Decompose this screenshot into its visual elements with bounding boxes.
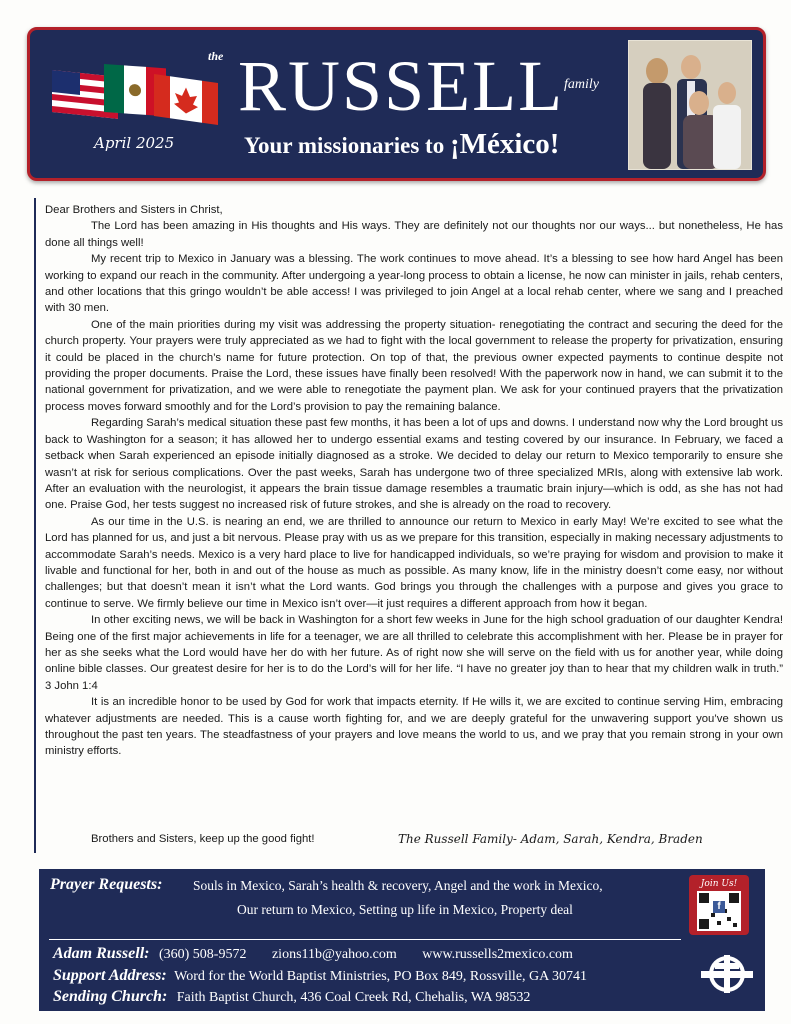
letter-signature: The Russell Family- Adam, Sarah, Kendra, Braden (398, 832, 703, 846)
letter-paragraph: It is an incredible honor to be used by God for work that impacts eternity. If He wills it, we are excited to continue serving Him, embracing whatever adjustments are needed. This is a cause worth fighting for, and we are deeply grateful for the unwavering support you’ve shown us throughout the past ten years. The steadfastness of your prayers and love means the world to us, and we pray that you remain strong in your own ministry efforts. (45, 696, 783, 758)
church-address: Faith Baptist Church, 436 Coal Creek Rd, Chehalis, WA 98532 (176, 990, 531, 1005)
join-us-qr[interactable] (689, 875, 749, 935)
contact-label: Adam Russell: (53, 945, 150, 962)
letter-paragraph: As our time in the U.S. is nearing an end, we are thrilled to announce our return to Mexico in early May! We’re excited to see what the Lord has planned for us, and just a bit nervous. Please pray with us as we prepare for this transition, especially in making necessary adjustments to accommodate Sarah’s needs. Mexico is a very hard place to live for handicapped individuals, so we’re praying for wisdom and provision to make it livable and functional for her, both in and out of the house as much as possible. As many know, life in the ministry doesn’t come easy, nor without challenges; but that doesn’t mean it isn’t what the Lord wants. God brings you through the challenges with a purpose and gives you grace to continue to serve. We firmly believe our time in Mexico isn’t over—it just requires a different approach from how it began. (45, 515, 783, 610)
support-row (53, 967, 587, 985)
contact-website[interactable]: www.russells2mexico.com (422, 947, 573, 962)
letter-greeting: Dear Brothers and Sisters in Christ, (45, 204, 223, 216)
church-label: Sending Church: (53, 988, 168, 1005)
tagline-prefix: Your missionaries to (244, 133, 450, 158)
letter-paragraph: In other exciting news, we will be back in Washington for a short few weeks in June for the high school graduation of our daughter Kendra! Being one of the first major achievements in life for a teenager, we are all thrilled to celebrate this accomplishment with her. Please be in prayer for her as she seeks what the Lord would have her do with her future. As of right now she will serve on the field with us for another year, while doing online bible classes. Our greatest desire for her is to do the Lord’s will for her life. “I have no greater joy than to hear that my children walk in truth.” 3 John 1:4 (45, 614, 783, 692)
title-prefix: the (208, 49, 224, 63)
tagline (244, 128, 559, 161)
church-row (53, 988, 530, 1006)
footer-divider (49, 939, 681, 940)
facebook-icon: f (713, 901, 725, 913)
family-photo-icon (629, 41, 751, 169)
support-label: Support Address: (53, 967, 167, 984)
ministry-logo-icon (699, 947, 755, 1001)
contact-row (53, 945, 573, 963)
footer-panel (39, 869, 765, 1011)
prayer-requests-label: Prayer Requests: (50, 876, 163, 893)
contact-phone[interactable]: (360) 508-9572 (158, 947, 247, 962)
support-address: Word for the World Baptist Ministries, PO Box 849, Rossville, GA 30741 (174, 969, 587, 984)
prayer-requests-line: Souls in Mexico, Sarah’s health & recovery, Angel and the work in Mexico, (193, 878, 603, 893)
title-suffix: family (564, 77, 599, 92)
header-banner (27, 27, 766, 181)
letter-closing: Brothers and Sisters, keep up the good fight! (91, 833, 315, 845)
letter-paragraph: My recent trip to Mexico in January was a blessing. The work continues to move ahead. It’s a blessing to see how hard Angel has been working to expand our reach in the community. After undergoing a year-long process to obtain a license, he now can minister in jails, rehab centers, and other locations that this gringo wouldn’t be able access! I was privileged to join Angel at a local rehab center, where we sang and I preached with 30 men. (45, 253, 783, 315)
flags-icon (50, 64, 220, 130)
issue-date: April 2025 (94, 134, 175, 152)
tagline-country: ¡México! (449, 128, 560, 160)
letter-rule (34, 198, 36, 853)
family-photo (628, 40, 752, 170)
join-us-label: Join Us! (700, 879, 738, 889)
letter-body (45, 202, 783, 760)
contact-email[interactable]: zions11b@yahoo.com (271, 947, 397, 962)
letter-paragraph: The Lord has been amazing in His thoughts and His ways. They are definitely not our thoughts nor our ways... but nonetheless, He has done all things well! (45, 220, 783, 249)
letter-paragraph: Regarding Sarah’s medical situation these past few months, it has been a lot of ups and downs. I understand now why the Lord brought us back to Washington for a season; it has allowed her to undergo essential exams and testing covered by our insurance. In February, we faced a setback when Sarah experienced an episode initially diagnosed as a stroke. We decided to delay our return to Mexico temporarily to ensure she wasn’t at risk for serious complications. Over the past weeks, Sarah has undergone two of three specialized MRIs, along with extensive lab work. After an evaluation with the neurologist, it appears the brain tissue damage resembles a traumatic brain injury—which is odd, as she has not had one. Praise God, her tests suggest no increased risk of future strokes, and she is already on the road to recovery. (45, 417, 783, 512)
page-title: RUSSELL (238, 46, 565, 126)
prayer-requests-line: Our return to Mexico, Setting up life in Mexico, Property deal (237, 902, 573, 917)
qr-code-icon (697, 891, 741, 931)
letter-paragraph: One of the main priorities during my visit was addressing the property situation- renegotiating the contract and securing the deed for the church property. Your prayers were truly appreciated as we had to fight with the local government to release the property for privatization, ensuring it could be placed in the church’s name for future protection. On top of that, the previous owner expected payments to continue despite not providing the proper documents. Praise the Lord, these issues have finally been resolved! With the paperwork now in hand, we can submit it to the national government for privatization, and we were able to renegotiate the payment plan. We ask for your continued prayers that the privatization process moves forward smoothly and for the Lord’s provision to pay the remaining balance. (45, 318, 783, 413)
